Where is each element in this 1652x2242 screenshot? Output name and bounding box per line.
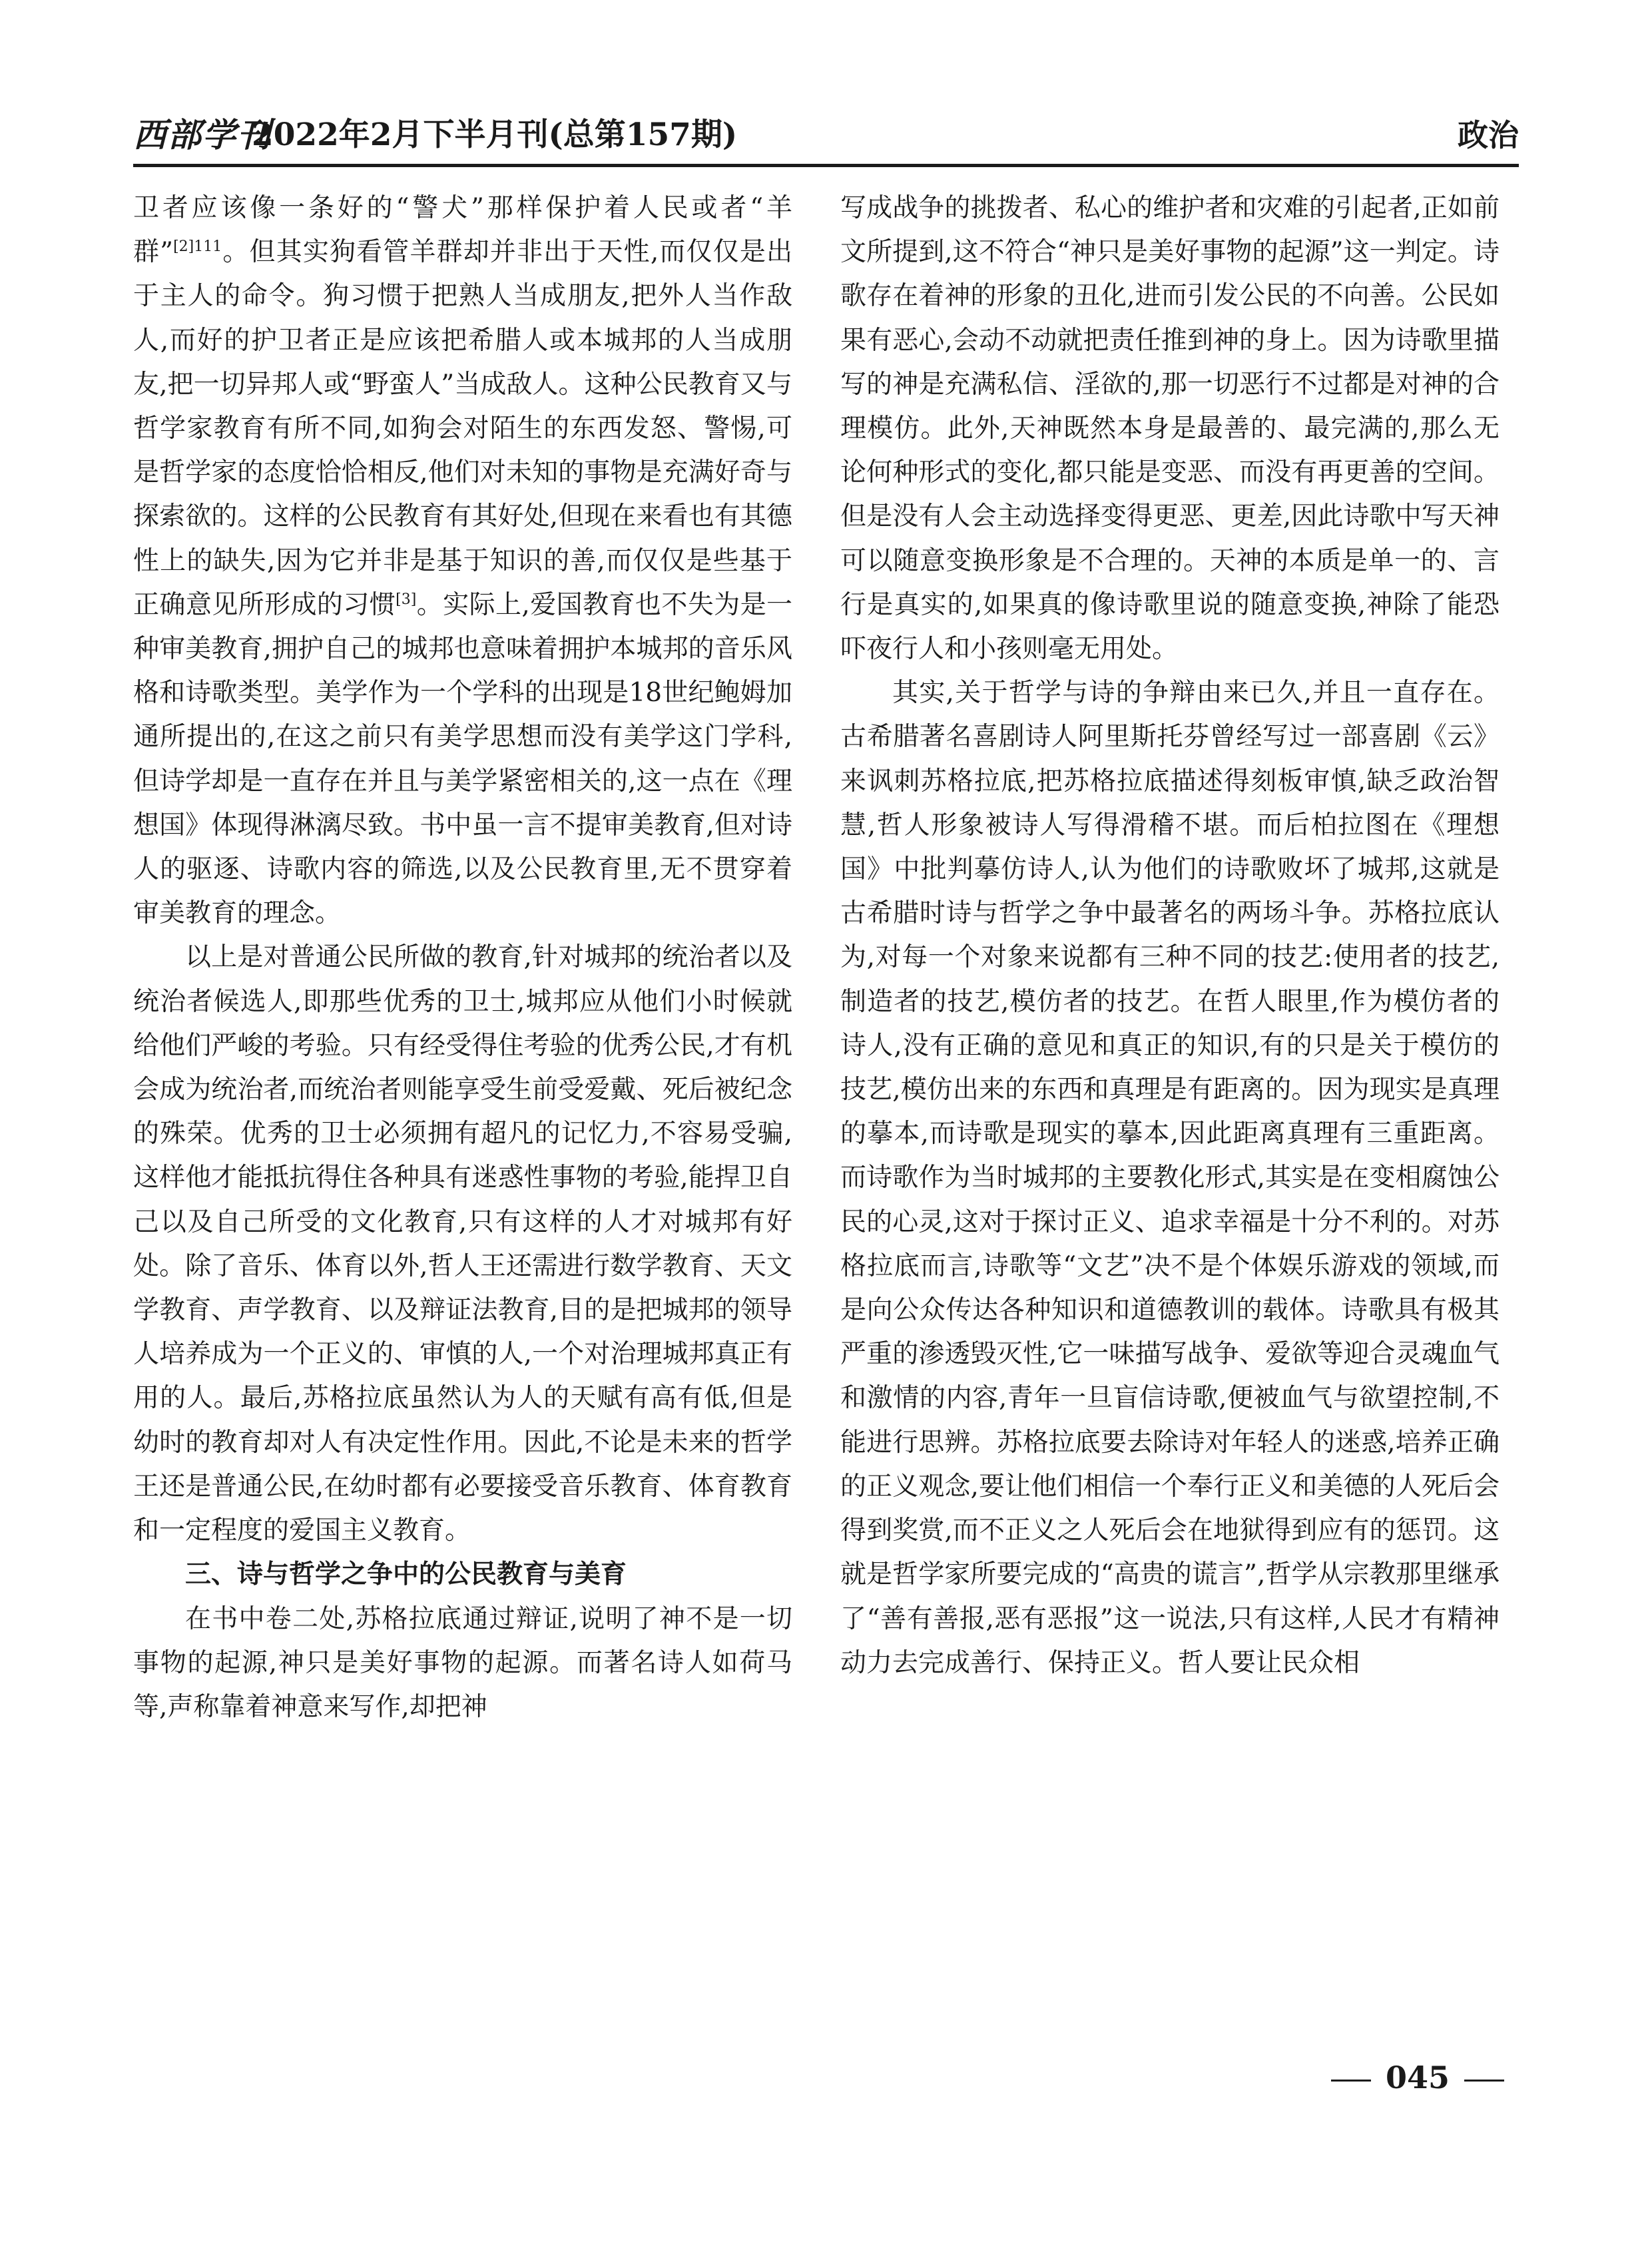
citation: [3]	[396, 591, 417, 608]
dash-right	[1464, 2080, 1504, 2082]
header-rule	[133, 164, 1519, 167]
paragraph: 其实,关于哲学与诗的争辩由来已久,并且一直存在。古希腊著名喜剧诗人阿里斯托芬曾经写过一部喜剧《云》来讽刺苏格拉底,把苏格拉底描述得刻板审慎,缺乏政治智慧,哲人形象被诗人写得滑稽不堪。而后柏拉图在《理想国》中批判摹仿诗人,认为他们的诗歌败坏了城邦,这就是古希腊时诗与哲学之争中最著名的两场斗争。苏格拉底认为,对每一个对象来说都有三种不同的技艺:使用者的技艺,制造者的技艺,模仿者的技艺。在哲人眼里,作为模仿者的诗人,没有正确的意见和真正的知识,有的只是关于模仿的技艺,模仿出来的东西和真理是有距离的。因为现实是真理的摹本,而诗歌是现实的摹本,因此距离真理有三重距离。而诗歌作为当时城邦的主要教化形式,其实是在变相腐蚀公民的心灵,这对于探讨正义、追求幸福是十分不利的。对苏格拉底而言,诗歌等“文艺”决不是个体娱乐游戏的领域,而是向公众传达各种知识和道德教训的载体。诗歌具有极其严重的渗透毁灭性,它一味描写战争、爱欲等迎合灵魂血气和激情的内容,青年一旦盲信诗歌,便被血气与欲望控制,不能进行思辨。苏格拉底要去除诗对年轻人的迷惑,培养正确的正义观念,要让他们相信一个奉行正义和美德的人死后会得到奖赏,而不正义之人死后会在地狱得到应有的惩罚。这就是哲学家所要完成的“高贵的谎言”,哲学从宗教那里继承了“善有善报,恶有恶报”这一说法,只有这样,人民才有精神动力去完成善行、保持正义。哲人要让民众相	[840, 678, 1500, 1678]
paragraph: 写成战争的挑拨者、私心的维护者和灾难的引起者,正如前文所提到,这不符合“神只是美好事物的起源”这一判定。诗歌存在着神的形象的丑化,进而引发公民的不向善。公民如果有恶心,会动不动就把责任推到神的身上。因为诗歌里描写的神是充满私信、淫欲的,那一切恶行不过都是对神的合理模仿。此外,天神既然本身是最善的、最完满的,那么无论何种形式的变化,都只能是变恶、而没有再更善的空间。但是没有人会主动选择变得更恶、更差,因此诗歌中写天神可以随意变换形象是不合理的。天神的本质是单一的、言行是真实的,如果真的像诗歌里说的随意变换,神除了能恐吓夜行人和小孩则毫无用处。	[840, 193, 1500, 665]
journal-logo: 西部学刊	[133, 115, 272, 154]
paragraph: 以上是对普通公民所做的教育,针对城邦的统治者以及统治者候选人,即那些优秀的卫士,城邦应从他们小时候就给他们严峻的考验。只有经受得住考验的优秀公民,才有机会成为统治者,而统治者则能享受生前受爱戴、死后被纪念的殊荣。优秀的卫士必须拥有超凡的记忆力,不容易受骗,这样他才能抵抗得住各种具有迷惑性事物的考验,能捍卫自己以及自己所受的文化教育,只有这样的人才对城邦有好处。除了音乐、体育以外,哲人王还需进行数学教育、天文学教育、声学教育、以及辩证法教育,目的是把城邦的领导人培养成为一个正义的、审慎的人,一个对治理城邦真正有用的人。最后,苏格拉底虽然认为人的天赋有高有低,但是幼时的教育却对人有决定性作用。因此,不论是未来的哲学王还是普通公民,在幼时都有必要接受音乐教育、体育教育和一定程度的爱国主义教育。	[133, 942, 792, 1546]
paragraph: 卫者应该像一条好的“警犬”那样保护着人民或者“羊群”$^{[2]111}$。但其实狗看管羊群却并非出于天性,而仅仅是出于主人的命令。狗习惯于把熟人当成朋友,把外人当作敌人,而好的护卫者正是应该把希腊人或本城邦的人当成朋友,把一切异邦人或“野蛮人”当成敌人。这种公民教育又与哲学家教育有所不同,如狗会对陌生的东西发怒、警惕,可是哲学家的态度恰恰相反,他们对未知的事物是充满好奇与探索欲的。这样的公民教育有其好处,但现在来看也有其德性上的缺失,因为它并非是基于知识的善,而仅仅是些基于正确意见所形成的习惯[3]。实际上,爱国教育也不失为是一种审美教育,拥护自己的城邦也意味着拥护本城邦的音乐风格和诗歌类型。美学作为一个学科的出现是18世纪鲍姆加通所提出的,在这之前只有美学思想而没有美学这门学科,但诗学却是一直存在并且与美学紧密相关的,这一点在《理想国》体现得淋漓尽致。书中虽一言不提审美教育,但对诗人的驱逐、诗歌内容的筛选,以及公民教育里,无不贯穿着审美教育的理念。	[133, 193, 792, 929]
page-footer	[1316, 2054, 1519, 2101]
dash-left	[1331, 2080, 1371, 2082]
page-number: 045	[1385, 2060, 1450, 2096]
section-heading: 三、诗与哲学之争中的公民教育与美育	[185, 1559, 627, 1590]
page-header	[133, 112, 1519, 165]
section-label: 政治	[1458, 117, 1519, 153]
left-column	[133, 186, 792, 1729]
issue-info: 2022年2月下半月刊(总第157期)	[252, 117, 738, 153]
paragraph: 在书中卷二处,苏格拉底通过辩证,说明了神不是一切事物的起源,神只是美好事物的起源。而著名诗人如荷马等,声称靠着神意来写作,却把神	[133, 1603, 792, 1722]
citation: [2]111	[173, 238, 222, 256]
right-column	[840, 186, 1500, 1685]
